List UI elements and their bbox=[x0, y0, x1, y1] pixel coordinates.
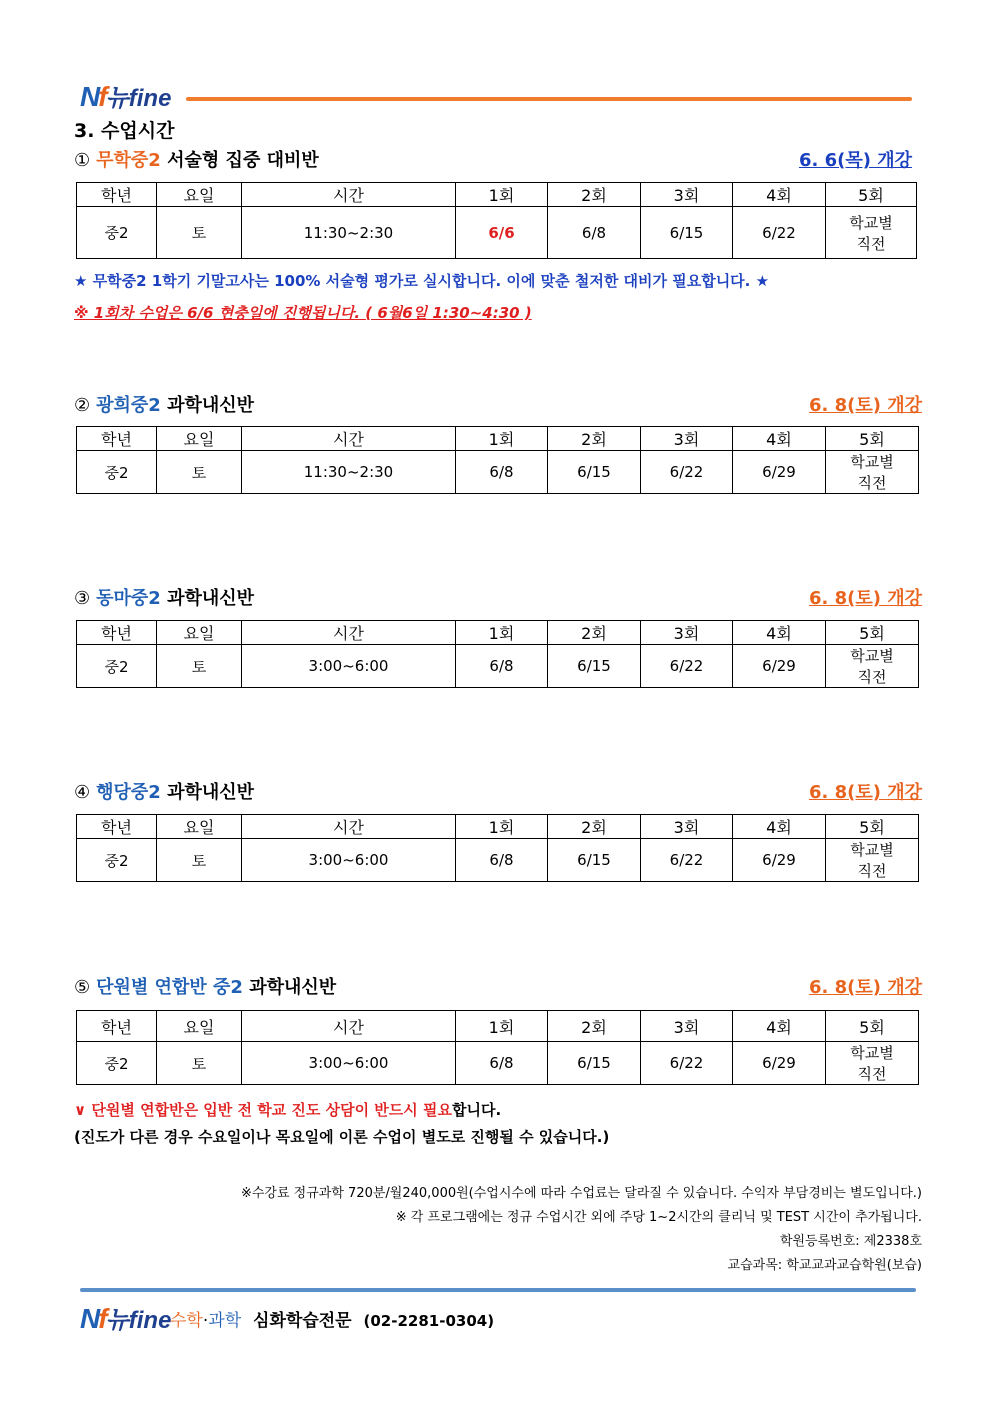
cell-time: 11:30~2:30 bbox=[242, 451, 456, 494]
section-3-open-date: 6. 8(토) 개강 bbox=[808, 588, 922, 609]
header-time: 시간 bbox=[242, 621, 456, 645]
cell-session-1: 6/8 bbox=[456, 451, 548, 494]
section-2-open-date: 6. 8(토) 개강 bbox=[808, 395, 922, 416]
cell-session-5-line1: 학교별 bbox=[850, 453, 894, 471]
cell-session-5-line2: 직전 bbox=[857, 668, 887, 686]
header-session-3: 3회 bbox=[641, 815, 733, 839]
header-day: 요일 bbox=[157, 1011, 242, 1042]
logo-word: 뉴fine bbox=[105, 85, 172, 112]
header-session-4: 4회 bbox=[733, 815, 826, 839]
cell-session-1: 6/6 bbox=[456, 207, 548, 259]
header-session-2: 2회 bbox=[548, 621, 641, 645]
footer-tagline-text: 심화학습전문 bbox=[253, 1311, 352, 1331]
cell-session-2: 6/15 bbox=[548, 839, 641, 882]
header-session-1: 1회 bbox=[456, 1011, 548, 1042]
section-5-table bbox=[76, 1010, 919, 1085]
header-session-3: 3회 bbox=[641, 621, 733, 645]
cell-session-4: 6/22 bbox=[733, 207, 826, 259]
cell-grade: 중2 bbox=[77, 1042, 157, 1085]
header-session-4: 4회 bbox=[733, 1011, 826, 1042]
header-day: 요일 bbox=[157, 183, 242, 207]
cell-session-5 bbox=[826, 207, 917, 259]
section-2-school: 광희중2 bbox=[96, 395, 161, 416]
cell-session-3: 6/22 bbox=[641, 645, 733, 688]
cell-grade: 중2 bbox=[77, 839, 157, 882]
footer-subject-math: 수학 bbox=[170, 1311, 203, 1331]
header-grade: 학년 bbox=[77, 621, 157, 645]
cell-session-4: 6/29 bbox=[733, 839, 826, 882]
header-time: 시간 bbox=[242, 815, 456, 839]
cell-grade: 중2 bbox=[77, 451, 157, 494]
header-grade: 학년 bbox=[77, 815, 157, 839]
section-2-number: ② bbox=[74, 395, 91, 416]
cell-time: 3:00~6:00 bbox=[242, 839, 456, 882]
cell-session-4: 6/29 bbox=[733, 1042, 826, 1085]
section-4-table bbox=[76, 814, 919, 882]
section-1-class: 서술형 집중 대비반 bbox=[167, 150, 319, 171]
cell-session-3: 6/22 bbox=[641, 451, 733, 494]
section-1-table bbox=[76, 182, 917, 259]
header-session-5: 5회 bbox=[826, 815, 919, 839]
table-header-row bbox=[77, 183, 917, 207]
cell-session-5 bbox=[826, 451, 919, 494]
header-session-3: 3회 bbox=[641, 1011, 733, 1042]
header-day: 요일 bbox=[157, 621, 242, 645]
section-1-open-date: 6. 6(목) 개강 bbox=[798, 150, 912, 171]
table-header-row bbox=[77, 815, 919, 839]
section-5-open-date: 6. 8(토) 개강 bbox=[808, 977, 922, 998]
section-3-class: 과학내신반 bbox=[167, 588, 255, 609]
table-header-row bbox=[77, 621, 919, 645]
section-2-class: 과학내신반 bbox=[167, 395, 255, 416]
section-3-table bbox=[76, 620, 919, 688]
section-4-number: ④ bbox=[74, 782, 91, 803]
cell-session-5-line1: 학교별 bbox=[849, 213, 893, 232]
cell-day: 토 bbox=[157, 451, 242, 494]
footer-subjects bbox=[170, 1311, 241, 1331]
section-1-number: ① bbox=[74, 150, 91, 171]
table-row bbox=[77, 451, 919, 494]
logo-f: f bbox=[98, 81, 106, 112]
header-session-2: 2회 bbox=[548, 815, 641, 839]
table-row bbox=[77, 1042, 919, 1085]
section-heading: 3. 수업시간 bbox=[74, 120, 175, 142]
header-session-5: 5회 bbox=[826, 183, 917, 207]
header-grade: 학년 bbox=[77, 183, 157, 207]
header-divider bbox=[186, 97, 912, 101]
header-session-4: 4회 bbox=[733, 621, 826, 645]
footer-subject-dot: · bbox=[202, 1311, 209, 1331]
header-session-1: 1회 bbox=[456, 427, 548, 451]
header-time: 시간 bbox=[242, 1011, 456, 1042]
section-5-note-1 bbox=[74, 1099, 501, 1120]
table-row bbox=[77, 207, 917, 259]
section-5-class: 과학내신반 bbox=[249, 977, 337, 998]
section-1-note-blue: ★ 무학중2 1학기 기말고사는 100% 서술형 평가로 실시합니다. 이에 맞춘 철저한 대비가 필요합니다. ★ bbox=[74, 272, 770, 290]
cell-session-5-line1: 학교별 bbox=[850, 647, 894, 665]
section-5-note-1-red: ∨ 단원별 연합반은 입반 전 학교 진도 상담이 반드시 필요 bbox=[74, 1101, 452, 1119]
cell-time: 3:00~6:00 bbox=[242, 645, 456, 688]
header-session-2: 2회 bbox=[548, 1011, 641, 1042]
cell-session-5 bbox=[826, 645, 919, 688]
section-1-title bbox=[74, 146, 319, 172]
section-4-class: 과학내신반 bbox=[167, 782, 255, 803]
cell-session-2: 6/8 bbox=[548, 207, 641, 259]
cell-session-1: 6/8 bbox=[456, 645, 548, 688]
section-4-open-date: 6. 8(토) 개강 bbox=[808, 782, 922, 803]
section-5-school: 단원별 연합반 중2 bbox=[96, 977, 243, 998]
header-session-2: 2회 bbox=[548, 183, 641, 207]
cell-session-5-line2: 직전 bbox=[857, 862, 887, 880]
header-grade: 학년 bbox=[77, 1011, 157, 1042]
cell-session-5-line2: 직전 bbox=[857, 1065, 887, 1083]
footer-tagline bbox=[170, 1306, 494, 1331]
header-session-2: 2회 bbox=[548, 427, 641, 451]
section-5-note-2: (진도가 다른 경우 수요일이나 목요일에 이론 수업이 별도로 진행될 수 있습니다.) bbox=[74, 1128, 610, 1146]
cell-session-1: 6/8 bbox=[456, 839, 548, 882]
cell-session-4: 6/29 bbox=[733, 645, 826, 688]
cell-grade: 중2 bbox=[77, 645, 157, 688]
cell-day: 토 bbox=[157, 839, 242, 882]
section-5-title bbox=[74, 973, 336, 999]
logo-word: 뉴fine bbox=[105, 1307, 172, 1334]
fine-print-registration: 학원등록번호: 제2338호 bbox=[779, 1234, 922, 1249]
section-1-school: 무학중2 bbox=[96, 150, 161, 171]
header-session-4: 4회 bbox=[733, 427, 826, 451]
section-3-number: ③ bbox=[74, 588, 91, 609]
cell-session-5-line2: 직전 bbox=[857, 474, 887, 492]
cell-session-3: 6/15 bbox=[641, 207, 733, 259]
cell-session-4: 6/29 bbox=[733, 451, 826, 494]
table-row bbox=[77, 645, 919, 688]
cell-session-2: 6/15 bbox=[548, 1042, 641, 1085]
section-4-title bbox=[74, 778, 254, 804]
logo-f: f bbox=[98, 1303, 106, 1334]
logo-n: N bbox=[80, 81, 99, 112]
section-2-table bbox=[76, 426, 919, 494]
section-2-title bbox=[74, 391, 254, 417]
cell-session-5-line2: 직전 bbox=[856, 234, 886, 253]
cell-day: 토 bbox=[157, 207, 242, 259]
section-1-note-red: ※ 1회차 수업은 6/6 현충일에 진행됩니다. ( 6월6일 1:30~4:30 ) bbox=[74, 304, 532, 322]
section-3-school: 동마중2 bbox=[96, 588, 161, 609]
cell-session-3: 6/22 bbox=[641, 1042, 733, 1085]
header-session-5: 5회 bbox=[826, 427, 919, 451]
cell-time: 11:30~2:30 bbox=[242, 207, 456, 259]
fine-print-clinic: ※ 각 프로그램에는 정규 수업시간 외에 주당 1~2시간의 클리닉 및 TEST 시간이 추가됩니다. bbox=[395, 1210, 922, 1225]
header-session-5: 5회 bbox=[826, 621, 919, 645]
cell-session-5-line1: 학교별 bbox=[850, 1044, 894, 1062]
header-session-1: 1회 bbox=[456, 621, 548, 645]
cell-session-3: 6/22 bbox=[641, 839, 733, 882]
header-session-1: 1회 bbox=[456, 815, 548, 839]
cell-session-1: 6/8 bbox=[456, 1042, 548, 1085]
fine-print-tuition: ※수강료 정규과학 720분/월240,000원(수업시수에 따라 수업료는 달라질 수 있습니다. 수익자 부담경비는 별도입니다.) bbox=[240, 1186, 922, 1201]
table-row bbox=[77, 839, 919, 882]
cell-time: 3:00~6:00 bbox=[242, 1042, 456, 1085]
cell-session-2: 6/15 bbox=[548, 451, 641, 494]
footer-logo bbox=[80, 1300, 171, 1335]
section-3-title bbox=[74, 584, 254, 610]
header-session-3: 3회 bbox=[641, 183, 733, 207]
cell-day: 토 bbox=[157, 1042, 242, 1085]
header-session-5: 5회 bbox=[826, 1011, 919, 1042]
table-header-row bbox=[77, 1011, 919, 1042]
cell-grade: 중2 bbox=[77, 207, 157, 259]
header-session-1: 1회 bbox=[456, 183, 548, 207]
logo-n: N bbox=[80, 1303, 99, 1334]
footer-phone: (02-2281-0304) bbox=[363, 1312, 495, 1330]
section-5-number: ⑤ bbox=[74, 977, 91, 998]
cell-session-5 bbox=[826, 839, 919, 882]
header-day: 요일 bbox=[157, 427, 242, 451]
table-header-row bbox=[77, 427, 919, 451]
section-5-note-1-rest: 합니다. bbox=[451, 1101, 502, 1119]
fine-print-subject: 교습과목: 학교교과교습학원(보습) bbox=[727, 1258, 922, 1273]
header-day: 요일 bbox=[157, 815, 242, 839]
header-session-3: 3회 bbox=[641, 427, 733, 451]
cell-session-5-line1: 학교별 bbox=[850, 841, 894, 859]
cell-day: 토 bbox=[157, 645, 242, 688]
header-time: 시간 bbox=[242, 183, 456, 207]
cell-session-2: 6/15 bbox=[548, 645, 641, 688]
header-grade: 학년 bbox=[77, 427, 157, 451]
section-4-school: 행당중2 bbox=[96, 782, 161, 803]
footer-divider bbox=[80, 1288, 916, 1292]
cell-session-5 bbox=[826, 1042, 919, 1085]
header-logo bbox=[80, 78, 171, 113]
header-session-4: 4회 bbox=[733, 183, 826, 207]
header-time: 시간 bbox=[242, 427, 456, 451]
footer-subject-science: 과학 bbox=[208, 1311, 242, 1331]
